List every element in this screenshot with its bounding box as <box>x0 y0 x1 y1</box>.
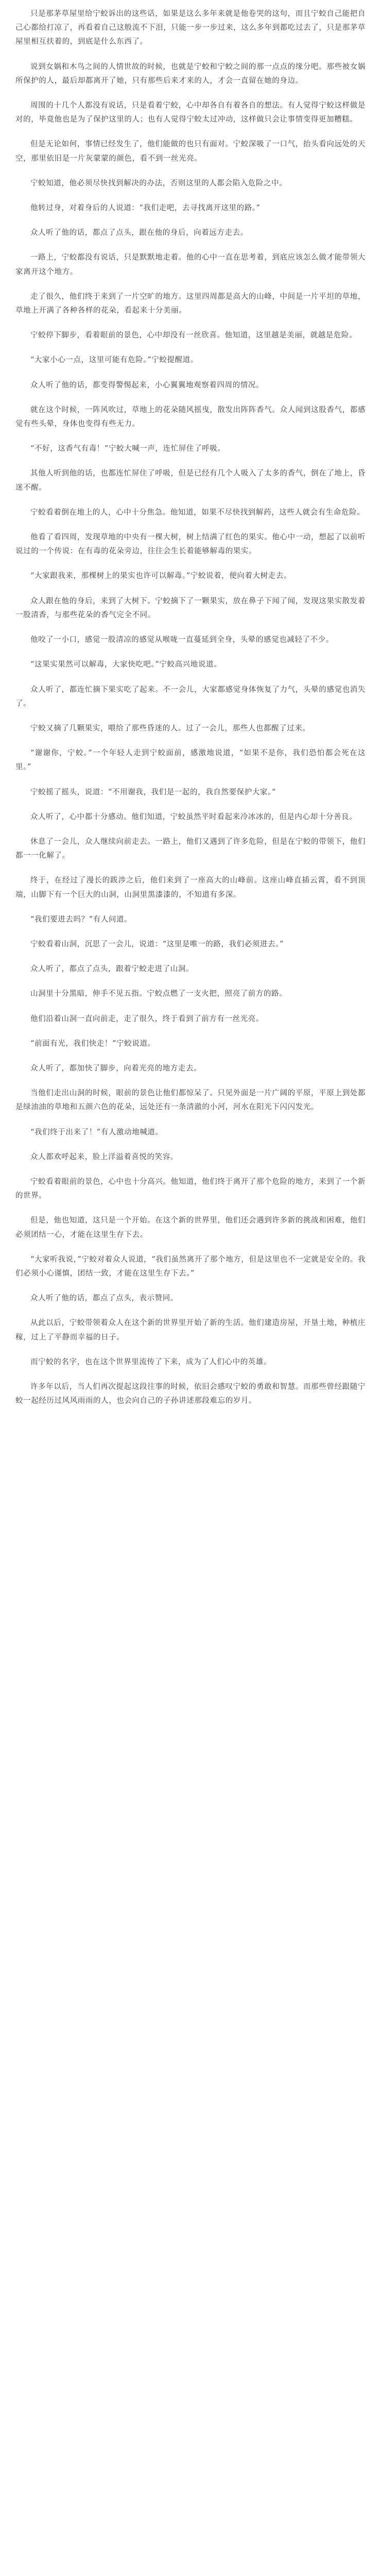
paragraph: 其他人听到他的话，也都连忙屏住了呼吸，但是已经有几个人吸入了太多的香气，倒在了地上，昏迷不醒。 <box>15 469 366 492</box>
paragraph: “不好，这香气有毒！”宁蛟大喊一声，连忙屏住了呼吸。 <box>30 445 226 453</box>
paragraph: 宁蛟看着眼前的景色，心中也十分高兴。他知道，他们终于离开了那个危险的地方，来到了一个新的世界。 <box>15 1177 366 1200</box>
paragraph: 许多年以后，当人们再次提起这段往事的时候，依旧会感叹宁蛟的勇敢和智慧。而那些曾经跟随宁蛟一起经历过风风雨雨的人，也会向自己的子孙讲述那段难忘的岁月。 <box>15 1383 366 1405</box>
paragraph: 说到女娲和木鸟之间的人情世故的时候，也就是宁蛟和宁蛟之间的那一点点的缘分吧。那些被女娲所保护的人，最后却都离开了她，只有那些后来才来的人，才会一直留在她的身边。 <box>15 62 366 85</box>
paragraph: 当他们走出山洞的时候，眼前的景色让他们都惊呆了。只见外面是一片广阔的平原，平原上到处都是绿油油的草地和五颜六色的花朵，远处还有一条清澈的小河，河水在阳光下闪闪发光。 <box>15 1089 366 1112</box>
paragraph: 众人听了他的话，都点了点头，表示赞同。 <box>30 1294 178 1303</box>
paragraph: 山洞里十分黑暗，伸手不见五指。宁蛟点燃了一支火把，照亮了前方的路。 <box>30 990 287 998</box>
paragraph: “前面有光，我们快走！”宁蛟说道。 <box>30 1039 155 1048</box>
paragraph: 他转过身，对着身后的人说道：“我们走吧，去寻找离开这里的路。” <box>30 204 261 213</box>
paragraph: 众人听了他的话，都点了点头，跟在他的身后，向着远方走去。 <box>30 229 248 238</box>
paragraph: “大家跟我来，那棵树上的果实也许可以解毒。”宁蛟说着，便向着大树走去。 <box>30 572 292 581</box>
paragraph: “这果实果然可以解毒，大家快吃吧。”宁蛟高兴地说道。 <box>30 660 222 669</box>
paragraph: 众人听了，心中都十分感动。他们知道，宁蛟虽然平时看起来冷冰冰的，但是内心却十分善良。 <box>30 812 357 821</box>
paragraph: 就在这个时候，一阵风吹过，草地上的花朵随风摇曳，散发出阵阵香气。众人闻到这股香气，都感觉有些头晕，身体也变得有些无力。 <box>15 405 366 429</box>
paragraph: 众人听了，都点了点头，跟着宁蛟走进了山洞。 <box>30 965 194 974</box>
paragraph: 宁蛟摇了摇头，说道：“不用谢我，我们是一起的，我自然要保护大家。” <box>30 788 276 796</box>
paragraph: 众人听了他的话，都变得警惕起来，小心翼翼地观察着四周的情况。 <box>30 381 264 389</box>
paragraph: “大家小心一点，这里可能有危险。”宁蛟提醒道。 <box>30 356 198 365</box>
paragraph: 宁蛟看着山洞，沉思了一会儿，说道：“这里是唯一的路，我们必须进去。” <box>30 940 284 948</box>
paragraph: 他看了看四周，发现草地的中央有一棵大树，树上结满了红色的果实。他心中一动，想起了以前听说过的一个传说：在有毒的花朵旁边，往往会生长着能够解毒的果实。 <box>15 533 366 556</box>
paragraph: 终于，在经过了漫长的跋涉之后，他们来到了一座高大的山峰前。这座山峰直插云霄，看不到顶端，山脚下有一个巨大的山洞，山洞里黑漆漆的，不知道有多深。 <box>15 876 366 899</box>
paragraph: 他咬了一小口，感觉一股清凉的感觉从喉咙一直蔓延到全身，头晕的感觉也减轻了不少。 <box>30 636 334 645</box>
paragraph: 休息了一会儿，众人继续向前走去。一路上，他们又遇到了许多危险，但是在宁蛟的带领下，他们都一一化解了。 <box>15 837 366 860</box>
paragraph: 众人跟在他的身后，来到了大树下。宁蛟摘下了一颗果实，放在鼻子下闻了闻，发现这果实散发着一股清香，与那些花朵的香气完全不同。 <box>15 597 366 619</box>
paragraph: “谢谢你，宁蛟。”一个年轻人走到宁蛟面前，感激地说道，“如果不是你，我们恐怕都会死在这里。” <box>15 749 366 772</box>
paragraph: 周围的十几个人都没有说话，只是看着宁蛟，心中却各自有着各自的想法。有人觉得宁蛟这样做是对的，毕竟他也是为了保护这里的人；也有人觉得宁蛟太过冲动，这样做只会让事情变得更加糟糕。 <box>15 101 366 124</box>
paragraph: “我们要进去吗？”有人问道。 <box>30 915 132 924</box>
paragraph: 他们沿着山洞一直向前走，走了很久，终于看到了前方有一丝光亮。 <box>30 1014 264 1023</box>
paragraph: 走了很久，他们终于来到了一片空旷的地方。这里四周都是高大的山峰，中间是一片平坦的草地，草地上开满了各种各样的花朵，看起来十分美丽。 <box>15 292 366 315</box>
paragraph: 但是无论如何，事情已经发生了，他们能做的也只有面对。宁蛟深吸了一口气，抬头看向远处的天空，那里依旧是一片灰蒙蒙的颜色，看不到一丝光亮。 <box>15 140 366 163</box>
article-body <box>15 7 366 1408</box>
paragraph: 宁蛟又摘了几颗果实，喂给了那些昏迷的人。过了一会儿，那些人也都醒了过来。 <box>30 724 310 733</box>
paragraph: 宁蛟看着倒在地上的人，心中十分焦急。他知道，如果不尽快找到解药，这些人就会有生命危险。 <box>30 508 365 517</box>
paragraph: 众人听了，都连忙摘下果实吃了起来。不一会儿，大家都感觉身体恢复了力气，头晕的感觉也消失了。 <box>15 685 366 708</box>
paragraph: 而宁蛟的名字，也在这个世界里流传了下来，成为了人们心中的英雄。 <box>30 1358 272 1366</box>
paragraph: 宁蛟停下脚步，看着眼前的景色，心中却没有一丝欣喜。他知道，这里越是美丽，就越是危险。 <box>30 331 357 340</box>
paragraph: “我们终于出来了！”有人激动地喊道。 <box>30 1128 163 1137</box>
paragraph: 但是，他也知道，这只是一个开始。在这个新的世界里，他们还会遇到许多新的挑战和困难，他们必须团结一心，才能在这里生存下去。 <box>15 1216 366 1239</box>
paragraph: 宁蛟知道，他必须尽快找到解决的办法，否则这里的人都会陷入危险之中。 <box>30 179 287 188</box>
paragraph: 只是那茅草屋里给宁蛟诉出的这些话，如果是这么多年来就是他卷哭的这句，而且宁蛟自己能把自己心都给打凉了，再看着自己这般流不下泪，只能一步一步过来，这么多年到都吃过去了，只是那茅草屋里相互扶着的，到底是什么东西了。 <box>15 10 366 46</box>
paragraph: 一路上，宁蛟都没有说话，只是默默地走着。他的心中一直在思考着，到底应该怎么做才能带领大家离开这个地方。 <box>15 253 366 276</box>
paragraph: “大家听我说，”宁蛟对着众人说道，“我们虽然离开了那个地方，但是这里也不一定就是安全的。我们必须小心谨慎，团结一致，才能在这里生存下去。” <box>15 1255 366 1278</box>
paragraph: 众人听了，都加快了脚步，向着光亮的地方走去。 <box>30 1064 202 1073</box>
paragraph: 众人都欢呼起来，脸上洋溢着喜悦的笑容。 <box>30 1153 178 1161</box>
paragraph: 从此以后，宁蛟带领着众人在这个新的世界里开始了新的生活。他们建造房屋，开垦土地，种植庄稼，过上了平静而幸福的日子。 <box>15 1319 366 1342</box>
